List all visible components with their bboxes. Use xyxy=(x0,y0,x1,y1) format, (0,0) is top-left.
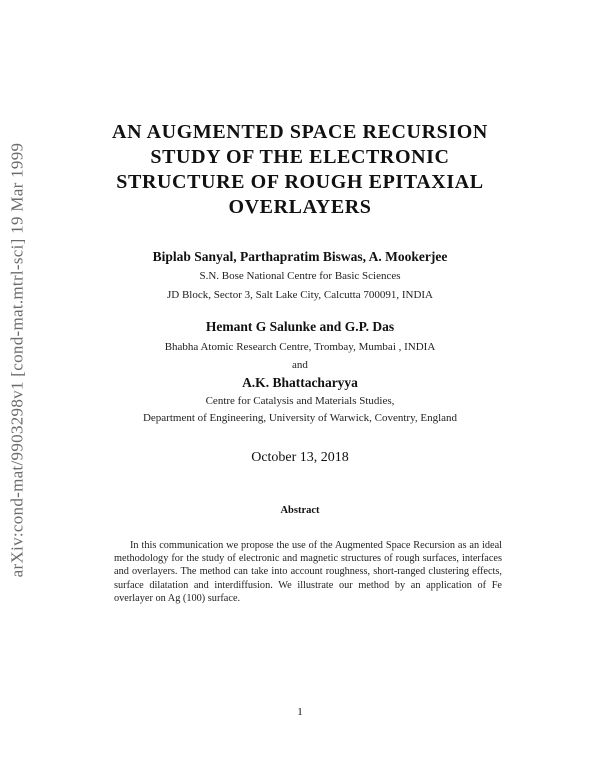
title-line: OVERLAYERS xyxy=(228,196,372,218)
author-names: Hemant G Salunke and G.P. Das xyxy=(205,319,395,334)
arxiv-sidebar-stamp xyxy=(4,110,30,610)
page-number: 1 xyxy=(297,706,303,718)
paper-date: October 13, 2018 xyxy=(251,450,349,465)
title-line: AN AUGMENTED SPACE RECURSION xyxy=(112,121,488,143)
abstract-body: In this communication we propose the use of the Augmented Space Recursion as an ideal methodology for the study of electronic and magnetic structures of rough surfaces, interfaces and overlayers. The method can take into account roughness, short-ranged clustering effects, surface dilatation and interdiffusion. We illustrate our method by an application of Fe overlayer on Ag (100) surface. xyxy=(114,540,502,604)
affiliation-line: S.N. Bose National Centre for Basic Sciences xyxy=(199,270,401,282)
affiliation-line: Centre for Catalysis and Materials Studies, xyxy=(205,395,395,407)
title-line: STRUCTURE OF ROUGH EPITAXIAL xyxy=(116,171,484,193)
affiliation-connector: and xyxy=(292,359,308,371)
affiliation-line: JD Block, Sector 3, Salt Lake City, Calcutta 700091, INDIA xyxy=(167,289,433,301)
author-names: Biplab Sanyal, Parthapratim Biswas, A. Mookerjee xyxy=(152,249,448,264)
affiliation-line: Department of Engineering, University of Warwick, Coventry, England xyxy=(142,412,458,424)
title-line: STUDY OF THE ELECTRONIC xyxy=(150,146,450,168)
arxiv-identifier: arXiv:cond-mat/9903298v1 [cond-mat.mtrl-sci] 19 Mar 1999 xyxy=(7,142,26,578)
affiliation-line: Bhabha Atomic Research Centre, Trombay, Mumbai , INDIA xyxy=(164,341,436,353)
abstract-heading: Abstract xyxy=(280,505,320,516)
author-names: A.K. Bhattacharyya xyxy=(242,375,358,390)
paper-title xyxy=(80,120,520,220)
